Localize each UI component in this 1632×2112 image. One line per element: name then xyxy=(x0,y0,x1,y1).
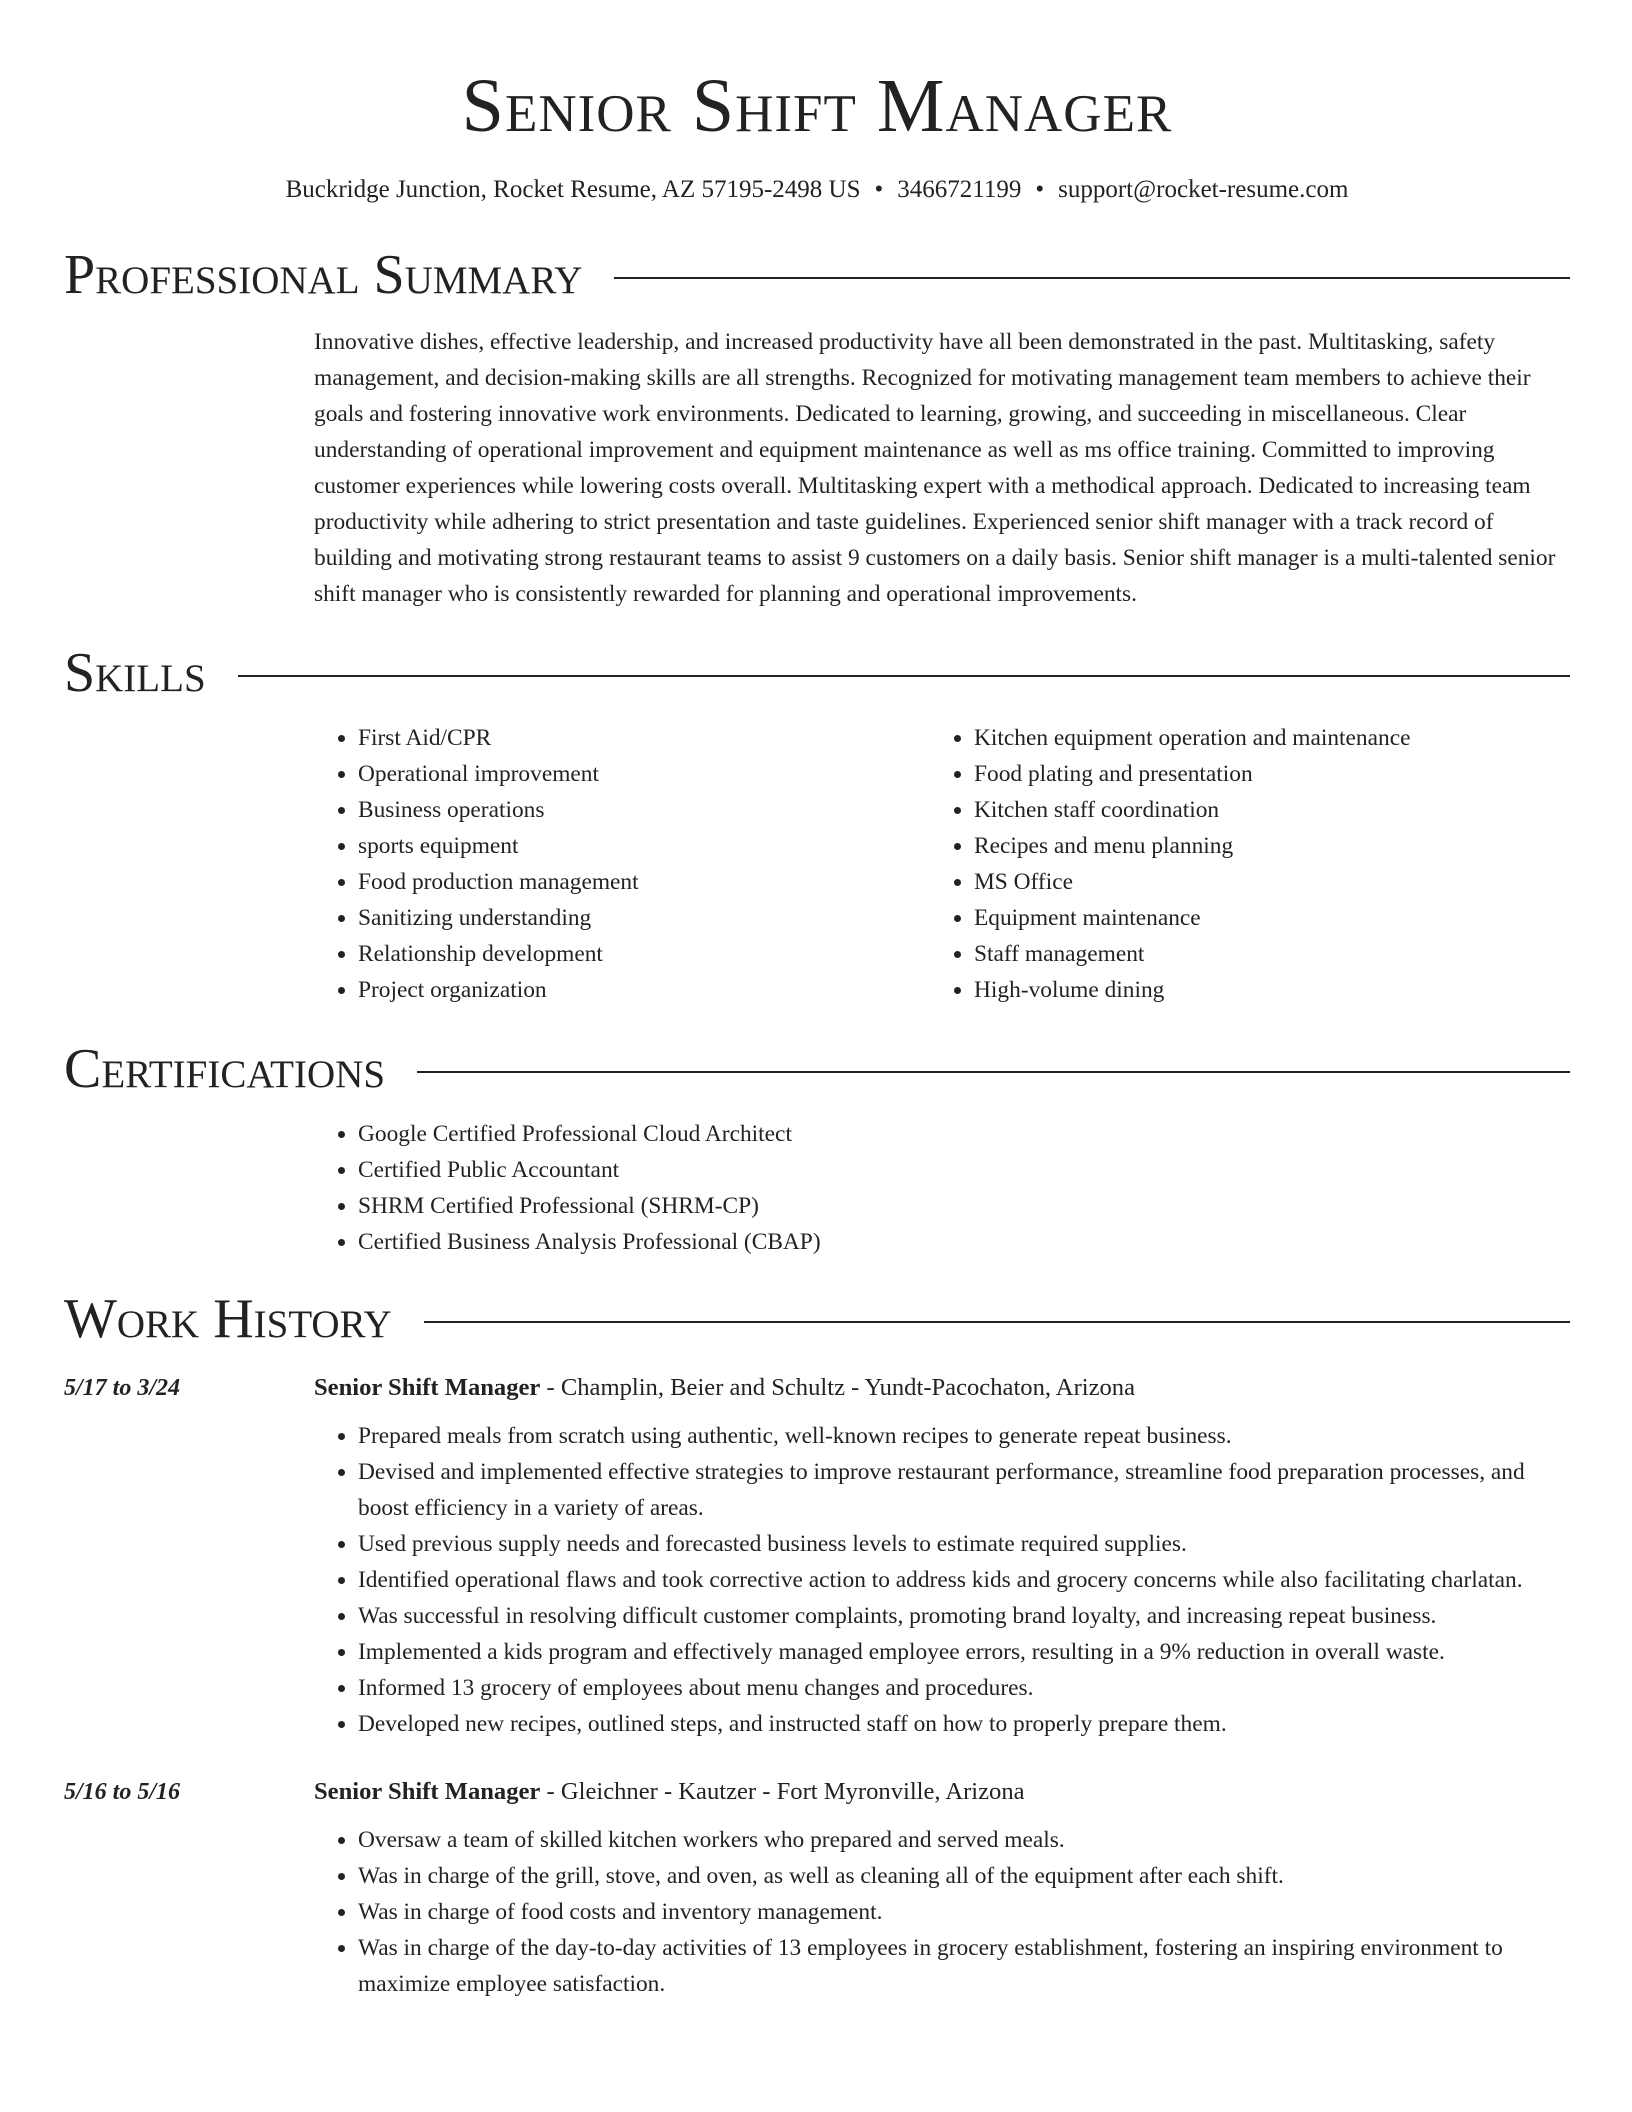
job-entry xyxy=(64,1368,1570,1742)
job-employer: - Gleichner - Kautzer - Fort Myronville, Arizona xyxy=(540,1778,1025,1805)
skill-item: • Equipment maintenance xyxy=(974,900,1546,936)
job-bullet: • Developed new recipes, outlined steps, and instructed staff on how to properly prepare them. xyxy=(358,1706,1570,1742)
skill-item: • Operational improvement xyxy=(358,756,930,792)
certifications-heading: Certifications xyxy=(64,1038,386,1100)
job-body xyxy=(314,1772,1570,2002)
certification-item: • Google Certified Professional Cloud Architect xyxy=(358,1116,1570,1152)
job-bullet: • Identified operational flaws and took corrective action to address kids and grocery concerns while also facilitating charlatan. xyxy=(358,1562,1570,1598)
job-bullet: • Prepared meals from scratch using authentic, well-known recipes to generate repeat business. xyxy=(358,1418,1570,1454)
section-divider xyxy=(417,1071,1570,1073)
job-title: Senior Shift Manager xyxy=(314,1778,541,1805)
certification-item: • SHRM Certified Professional (SHRM-CP) xyxy=(358,1188,1570,1224)
job-entry xyxy=(64,1772,1570,2002)
summary-text: Innovative dishes, effective leadership, and increased productivity have all been demonstrated in the past. Multitasking, safety management, and decision-making skills are all strengths. Recognized for motivating management team members to achieve their goals and fostering innovative work environments. Dedicated to learning, growing, and succeeding in miscellaneous. Clear understanding of operational improvement and equipment maintenance as well as ms office training. Committed to improving customer experiences while lowering costs overall. Multitasking expert with a methodical approach. Dedicated to increasing team productivity while adhering to strict presentation and taste guidelines. Experienced senior shift manager with a track record of building and motivating strong restaurant teams to assist 9 customers on a daily basis. Senior shift manager is a multi-talented senior shift manager who is consistently rewarded for planning and operational improvements. xyxy=(314,329,1556,607)
contact-email: support@rocket-resume.com xyxy=(1058,176,1349,203)
certifications-list xyxy=(314,1116,1570,1260)
work-history-section-header xyxy=(64,1286,1570,1352)
job-bullets xyxy=(314,1418,1570,1742)
job-bullet: • Was in charge of food costs and inventory management. xyxy=(358,1894,1570,1930)
job-bullet: • Was successful in resolving difficult customer complaints, promoting brand loyalty, and increasing repeat business. xyxy=(358,1598,1570,1634)
job-bullet: • Was in charge of the grill, stove, and oven, as well as cleaning all of the equipment after each shift. xyxy=(358,1858,1570,1894)
job-bullet: • Devised and implemented effective strategies to improve restaurant performance, streamline food preparation processes, and boost efficiency in a variety of areas. xyxy=(358,1454,1570,1526)
skill-item: • Recipes and menu planning xyxy=(974,828,1546,864)
resume-page xyxy=(64,0,1570,2112)
skill-item: • sports equipment xyxy=(358,828,930,864)
job-bullet: • Used previous supply needs and forecasted business levels to estimate required supplies. xyxy=(358,1526,1570,1562)
job-bullet: • Was in charge of the day-to-day activities of 13 employees in grocery establishment, fostering an inspiring environment to maximize employee satisfaction. xyxy=(358,1930,1570,2002)
skill-item: • First Aid/CPR xyxy=(358,720,930,756)
summary-heading: Professional Summary xyxy=(64,244,583,306)
job-title: Senior Shift Manager xyxy=(314,1374,541,1401)
contact-phone: 3466721199 xyxy=(897,176,1022,203)
contact-separator: • xyxy=(874,176,884,203)
summary-section-header xyxy=(64,242,1570,308)
skill-item: • Sanitizing understanding xyxy=(358,900,930,936)
job-title-line xyxy=(314,1772,1570,1812)
contact-line xyxy=(64,174,1570,206)
work-history-heading: Work History xyxy=(64,1288,392,1350)
skill-item: • Project organization xyxy=(358,972,930,1008)
skill-item: • Staff management xyxy=(974,936,1546,972)
job-title-line xyxy=(314,1368,1570,1408)
skills-heading: Skills xyxy=(64,642,206,704)
job-body xyxy=(314,1368,1570,1742)
job-employer: - Champlin, Beier and Schultz - Yundt-Pacochaton, Arizona xyxy=(540,1374,1136,1401)
certification-item: • Certified Business Analysis Professional (CBAP) xyxy=(358,1224,1570,1260)
contact-separator: • xyxy=(1035,176,1045,203)
job-bullet: • Implemented a kids program and effectively managed employee errors, resulting in a 9% reduction in overall waste. xyxy=(358,1634,1570,1670)
skill-item: • Food plating and presentation xyxy=(974,756,1546,792)
job-dates: 5/17 to 3/24 xyxy=(64,1375,181,1401)
skill-item: • High-volume dining xyxy=(974,972,1546,1008)
skills-column-right xyxy=(930,720,1546,1008)
skill-item: • Kitchen staff coordination xyxy=(974,792,1546,828)
skills-column-left xyxy=(314,720,930,1008)
section-divider xyxy=(424,1321,1570,1323)
skills-list xyxy=(314,720,1570,1008)
section-divider xyxy=(238,675,1570,677)
skills-section-header xyxy=(64,640,1570,706)
section-divider xyxy=(614,277,1570,279)
job-dates: 5/16 to 5/16 xyxy=(64,1779,181,1805)
job-bullet: • Informed 13 grocery of employees about menu changes and procedures. xyxy=(358,1670,1570,1706)
skill-item: • Food production management xyxy=(358,864,930,900)
skill-item: • MS Office xyxy=(974,864,1546,900)
certifications-section-header xyxy=(64,1036,1570,1102)
certification-item: • Certified Public Accountant xyxy=(358,1152,1570,1188)
resume-name-title: Senior Shift Manager xyxy=(461,64,1173,148)
skill-item: • Relationship development xyxy=(358,936,930,972)
job-bullets xyxy=(314,1822,1570,2002)
job-bullet: • Oversaw a team of skilled kitchen workers who prepared and served meals. xyxy=(358,1822,1570,1858)
skill-item: • Kitchen equipment operation and maintenance xyxy=(974,720,1546,756)
skill-item: • Business operations xyxy=(358,792,930,828)
contact-address: Buckridge Junction, Rocket Resume, AZ 57195-2498 US xyxy=(285,176,861,203)
